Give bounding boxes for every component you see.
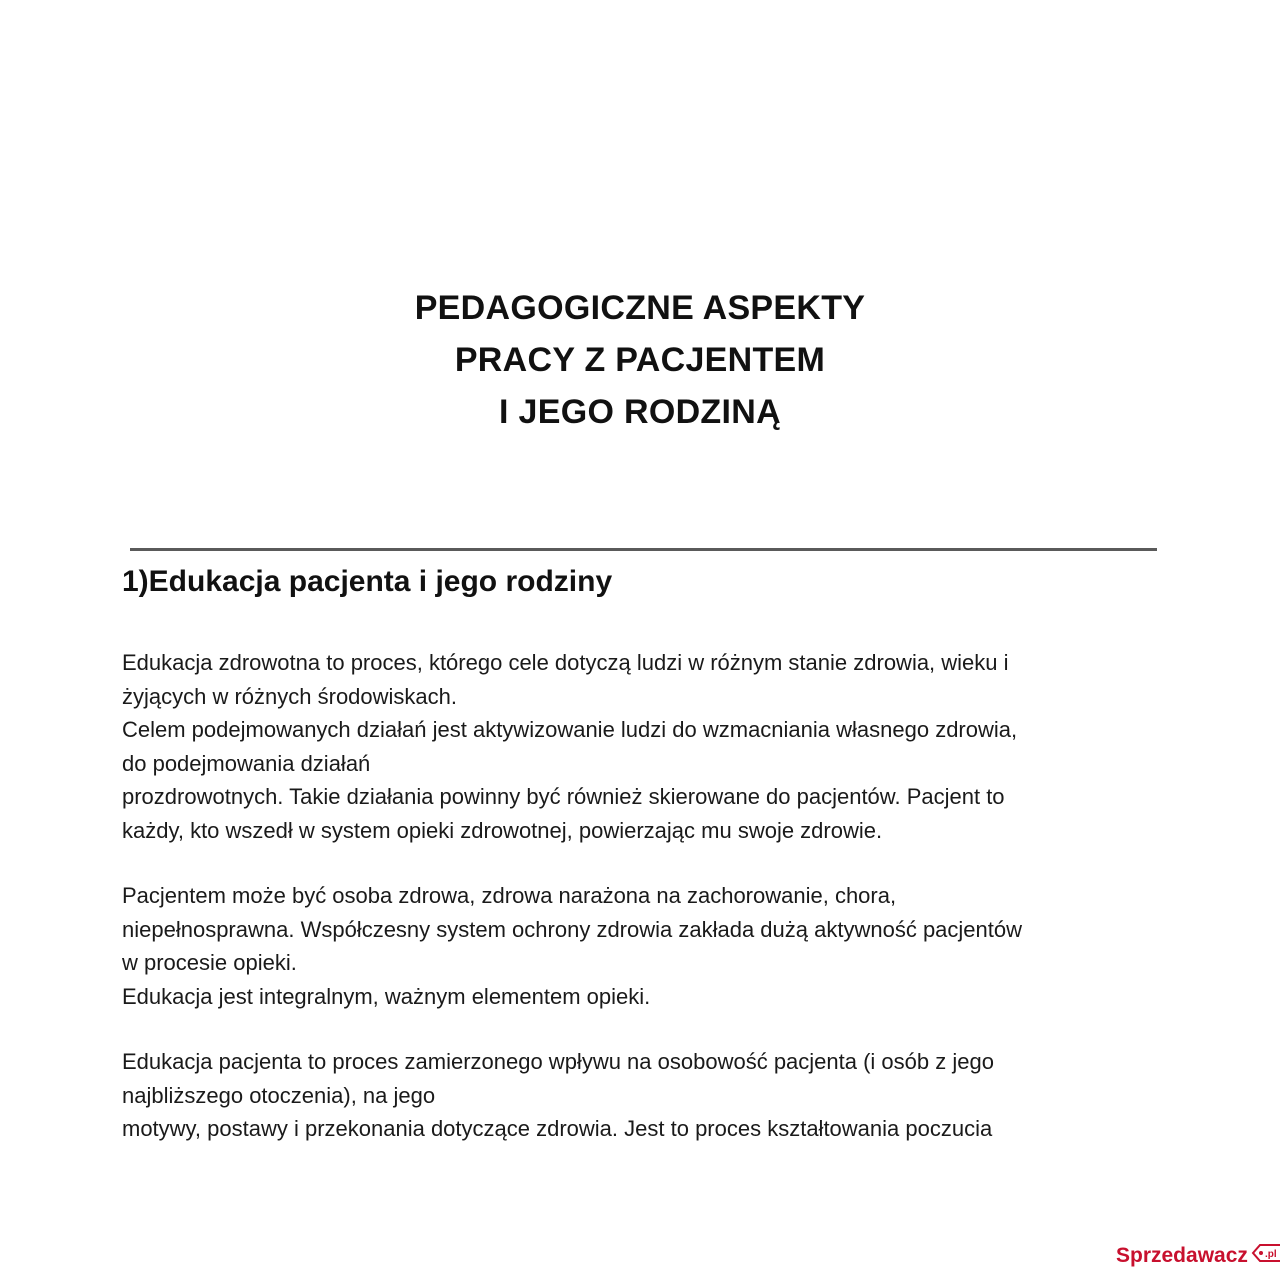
paragraph-1: [122, 646, 1182, 847]
text-line: Edukacja pacjenta to proces zamierzonego wpływu na osobowość pacjenta (i osób z jego: [122, 1049, 994, 1074]
document-title: [0, 282, 1280, 438]
paragraph-2: [122, 879, 1182, 1013]
text-line: Edukacja jest integralnym, ważnym elementem opieki.: [122, 983, 651, 1009]
text-line: prozdrowotnych. Takie działania powinny być również skierowane do pacjentów. Pacjent to: [122, 784, 1005, 809]
text-line: w procesie opieki.: [122, 950, 297, 975]
title-line-3: I JEGO RODZINĄ: [499, 393, 781, 431]
watermark-suffix: .pl: [1264, 1249, 1277, 1260]
section-heading: 1)Edukacja pacjenta i jego rodziny: [122, 565, 613, 598]
text-line: Celem podejmowanych działań jest aktywizowanie ludzi do wzmacniania własnego zdrowia,: [122, 717, 1018, 742]
price-tag-icon: [1251, 1242, 1280, 1270]
text-line: Pacjentem może być osoba zdrowa, zdrowa narażona na zachorowanie, chora,: [122, 883, 897, 908]
watermark-text: Sprzedawacz: [1116, 1244, 1248, 1267]
text-line: do podejmowania działań: [122, 750, 371, 776]
text-line: najbliższego otoczenia), na jego: [122, 1082, 436, 1108]
text-line: żyjących w różnych środowiskach.: [122, 683, 458, 709]
watermark-logo: [1116, 1236, 1280, 1276]
text-line: każdy, kto wszedł w system opieki zdrowotnej, powierzając mu swoje zdrowie.: [122, 817, 883, 843]
text-line: niepełnosprawna. Współczesny system ochrony zdrowia zakłada dużą aktywność pacjentów: [122, 916, 1023, 942]
text-line: motywy, postawy i przekonania dotyczące zdrowia. Jest to proces kształtowania poczucia: [122, 1116, 993, 1141]
text-line: Edukacja zdrowotna to proces, którego cele dotyczą ludzi w różnym stanie zdrowia, wieku i: [122, 650, 1009, 675]
horizontal-rule: [130, 548, 1157, 551]
title-line-1: PEDAGOGICZNE ASPEKTY: [414, 289, 866, 327]
paragraph-3: [122, 1045, 1182, 1146]
title-line-2: PRACY Z PACJENTEM: [454, 341, 826, 379]
